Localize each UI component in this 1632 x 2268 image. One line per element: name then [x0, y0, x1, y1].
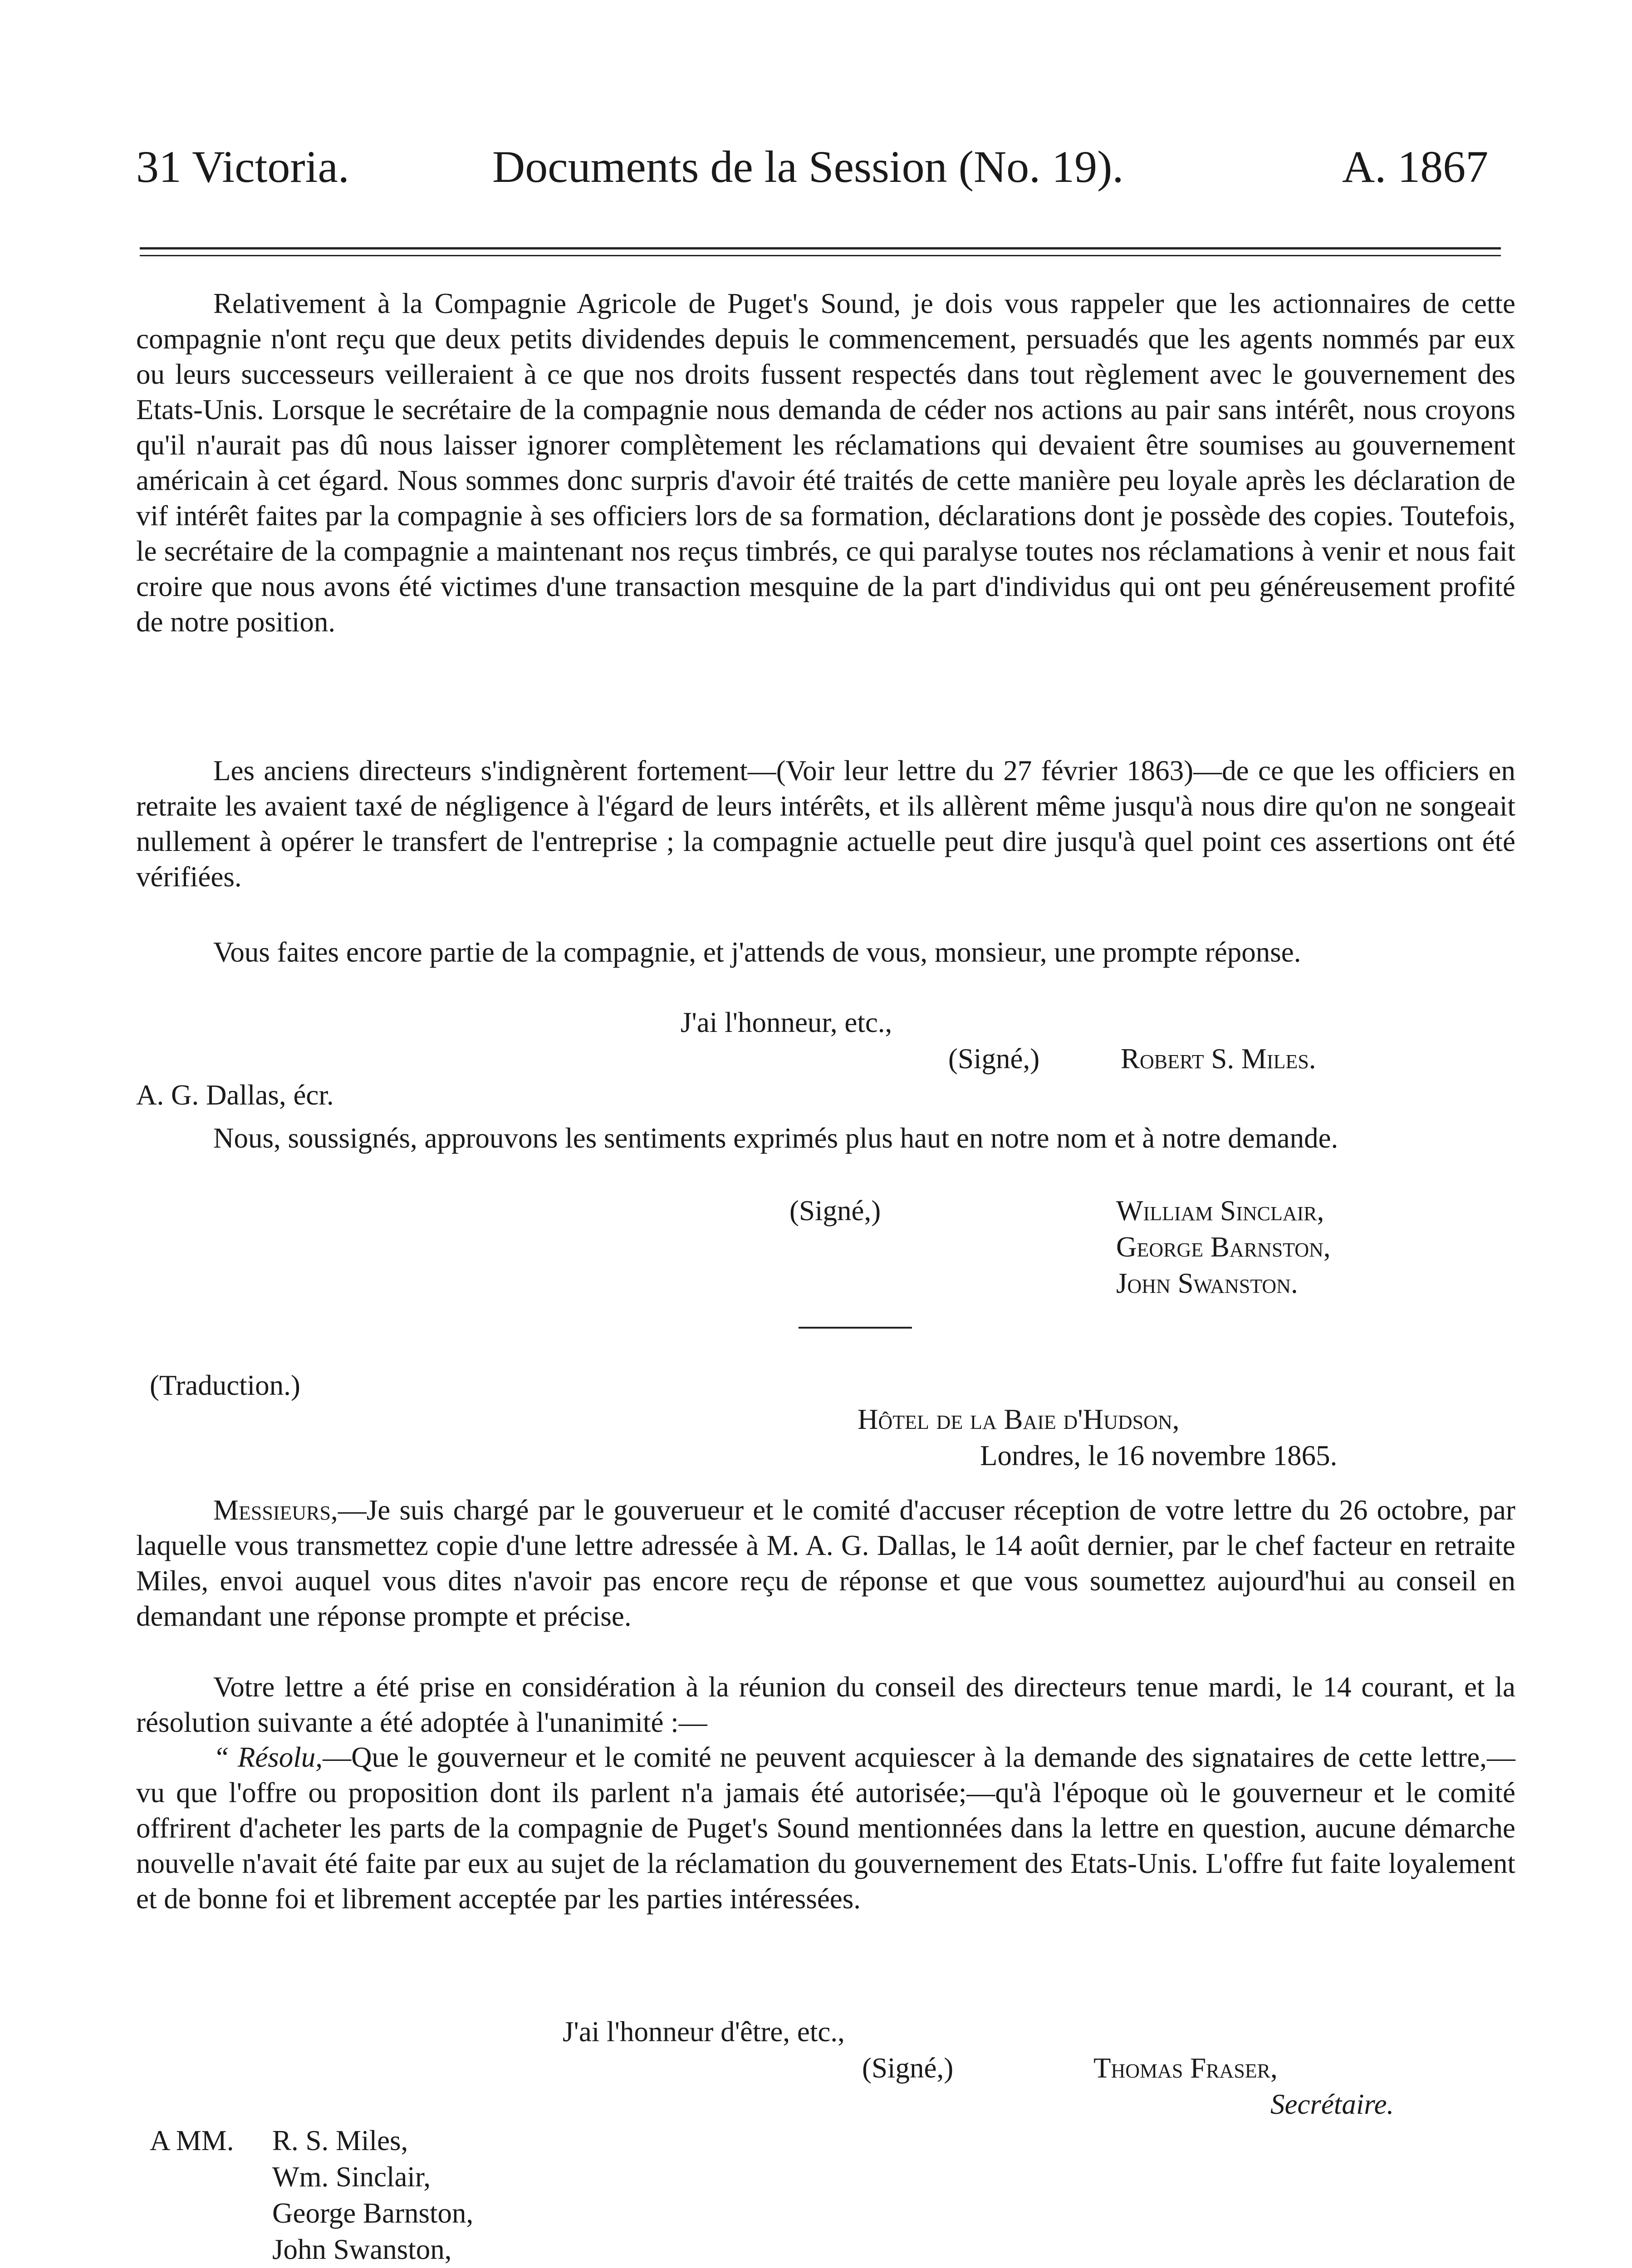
header-session-volume: 31 Victoria.	[136, 142, 349, 192]
letter1-addressee: A. G. Dallas, écr.	[136, 1079, 334, 1111]
header-year: A. 1867	[1342, 142, 1489, 192]
letter2-paragraph-1	[136, 1492, 1515, 1634]
recipient: George Barnston,	[272, 2197, 474, 2229]
letter1-paragraph-3: Vous faites encore partie de la compagnie, et j'attends de vous, monsieur, une prompte réponse.	[213, 936, 1301, 968]
section-divider	[799, 1327, 912, 1329]
letter2-date: Londres, le 16 novembre 1865.	[980, 1440, 1338, 1471]
letter2-paragraph-2: Votre lettre a été prise en considération à la réunion du conseil des directeurs tenue mardi, le 14 courant, et la résolution suivante a été adoptée à l'unanimité :—	[136, 1671, 1515, 1738]
recipients-prefix: A MM.	[150, 2125, 234, 2156]
resolution-text: —Que le gouverneur et le comité ne peuvent acquiescer à la demande des signataires de cette lettre,—vu que l'offre ou proposition dont ils parlent n'a jamais été autorisée;—qu'à l'époque où le gouverneur et le comité offrirent d'acheter les parts de la compagnie de Puget's Sound mentionnées dans la lettre en question, aucune démarche nouvelle n'avait été faite par eux au sujet de la réclamation du gouvernement des Etats-Unis. L'offre fut faite loyalement et de bonne foi et librement acceptée par les parties intéressées.	[136, 1741, 1515, 1915]
header-rule	[140, 247, 1501, 249]
recipient: Wm. Sinclair,	[272, 2161, 431, 2193]
endorsement-signer: William Sinclair,	[1116, 1195, 1324, 1227]
letter1-closing: J'ai l'honneur, etc.,	[681, 1007, 892, 1038]
letter2-closing: J'ai l'honneur d'être, etc.,	[563, 2016, 845, 2048]
translation-label: (Traduction.)	[150, 1369, 300, 1401]
header-document-title: Documents de la Session (No. 19).	[492, 142, 1124, 192]
recipient: John Swanston,	[272, 2234, 452, 2265]
letter2-paragraph-1-text: —Je suis chargé par le gouverueur et le comité d'accuser réception de votre lettre du 26 octobre, par laquelle vous transmettez copie d'une lettre adressée à M. A. G. Dallas, le 14 août dernier, par le chef facteur en retraite Miles, envoi auquel vous dites n'avoir pas encore reçu de réponse et que vous soumettez aujourd'hui au conseil en demandant une réponse prompte et précise.	[136, 1494, 1515, 1632]
letter2-salutation: Messieurs,	[213, 1494, 338, 1526]
resolution-label: “ Résolu,	[213, 1741, 323, 1773]
letter1-signer: Robert S. Miles.	[1121, 1043, 1316, 1075]
letter2-place: Hôtel de la Baie d'Hudson,	[858, 1403, 1180, 1435]
letter2-resolution	[136, 1740, 1515, 1916]
endorsement-signer: George Barnston,	[1116, 1231, 1331, 1263]
letter1-paragraph-2: Les anciens directeurs s'indignèrent fortement—(Voir leur lettre du 27 février 1863)—de ce que les officiers en retraite les avaient taxé de négligence à l'égard de leurs intérêts, et ils allèrent même jusqu'à nous dire qu'on ne songeait nullement à opérer le transfert de l'entreprise ; la compagnie actuelle peut dire jusqu'à quel point ces assertions ont été vérifiées.	[136, 755, 1515, 893]
endorsement-text: Nous, soussignés, approuvons les sentiments exprimés plus haut en notre nom et à notre demande.	[213, 1122, 1338, 1154]
letter2-signer: Thomas Fraser,	[1093, 2052, 1278, 2084]
recipient: R. S. Miles,	[272, 2125, 408, 2156]
endorsement-signed-label: (Signé,)	[789, 1195, 881, 1227]
letter1-paragraph-1: Relativement à la Compagnie Agricole de Puget's Sound, je dois vous rappeler que les actionnaires de cette compagnie n'ont reçu que deux petits dividendes depuis le commencement, persuadés que les agents nommés par eux ou leurs successeurs veilleraient à ce que nos droits fussent respectés dans tout règlement avec le gouvernement des Etats-Unis. Lorsque le secrétaire de la compagnie nous demanda de céder nos actions au pair sans intérêt, nous croyons qu'il n'aurait pas dû nous laisser ignorer complètement les réclamations qui devaient être soumises au gouvernement américain à cet égard. Nous sommes donc surpris d'avoir été traités de cette manière peu loyale après les déclaration de vif intérêt faites par la compagnie à ses officiers lors de sa formation, déclarations dont je possède des copies. Toutefois, le secrétaire de la compagnie a maintenant nos reçus timbrés, ce qui paralyse toutes nos réclamations à venir et nous fait croire que nous avons été victimes d'une transaction mesquine de la part d'individus qui ont peu généreusement profité de notre position.	[136, 288, 1515, 638]
letter2-signer-title: Secrétaire.	[1270, 2088, 1394, 2120]
endorsement-signer: John Swanston.	[1116, 1267, 1298, 1299]
letter1-signed-label: (Signé,)	[948, 1043, 1040, 1075]
letter2-signed-label: (Signé,)	[862, 2052, 954, 2084]
header-rule-thin	[140, 255, 1501, 256]
